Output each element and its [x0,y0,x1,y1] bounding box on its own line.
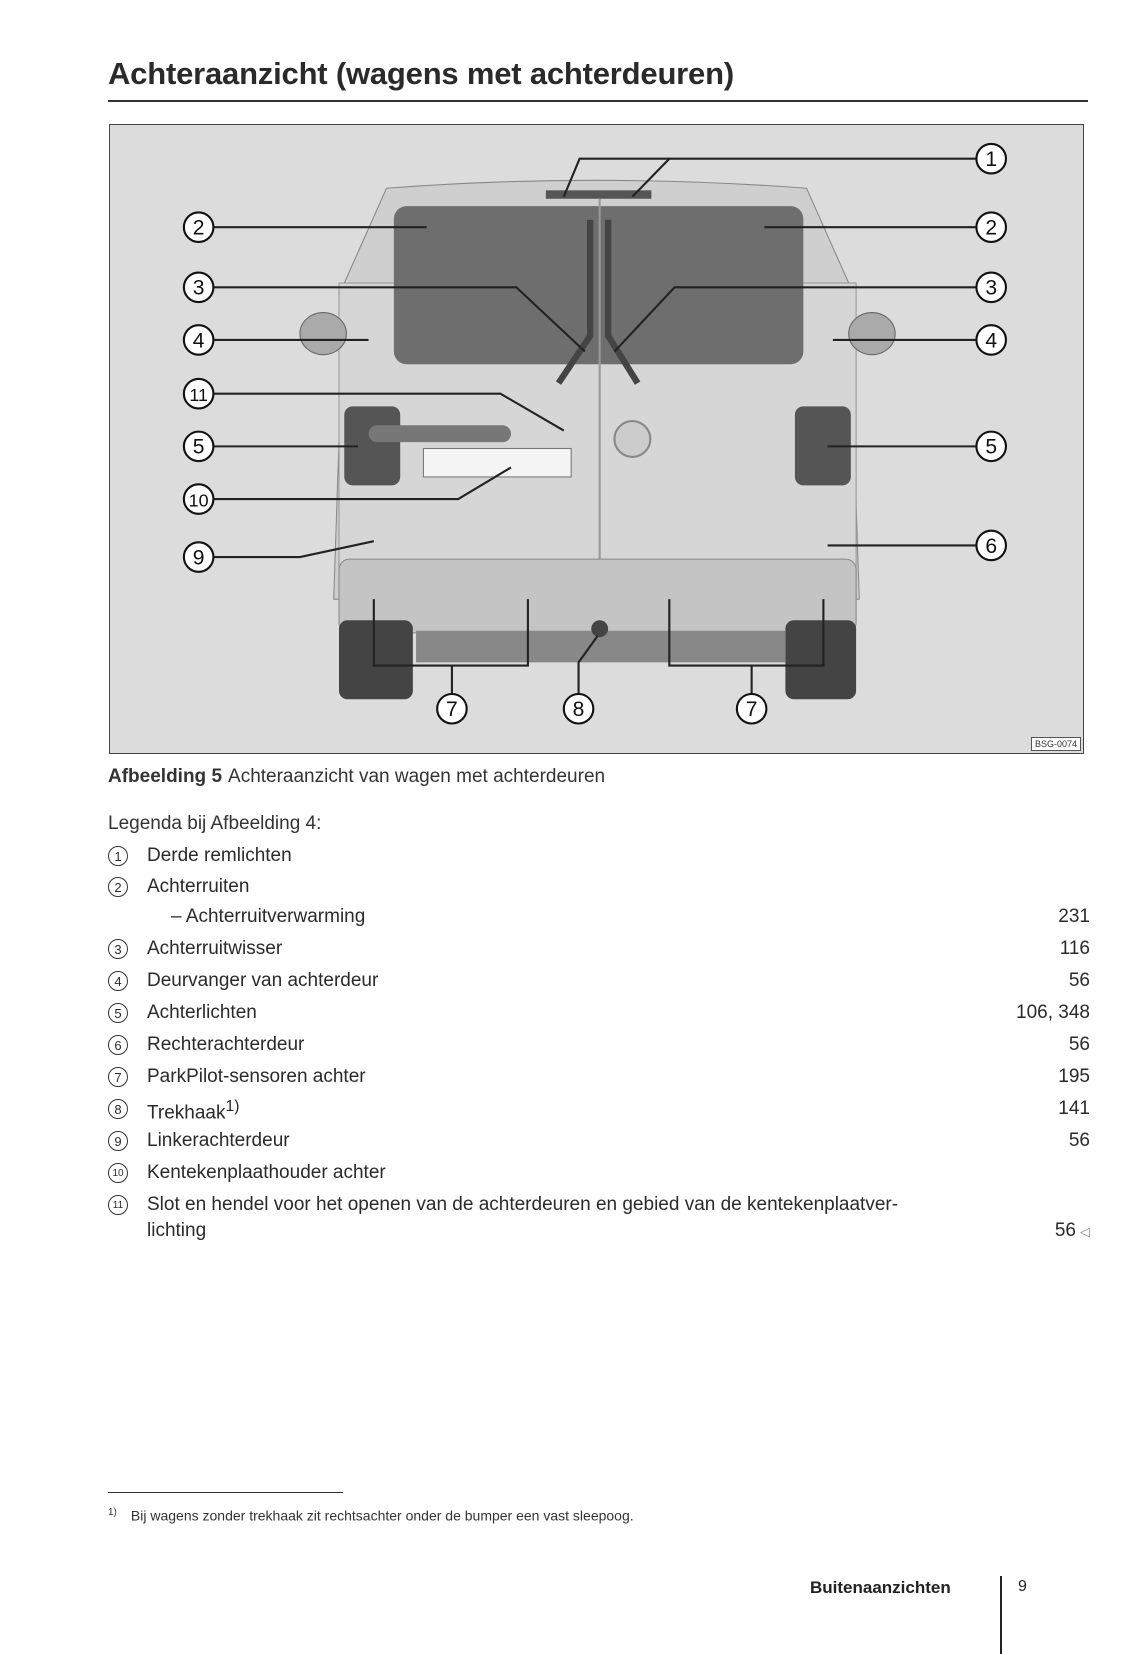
legend-item [108,1194,1090,1222]
legend-label-text: Slot en hendel voor het openen van de achterdeuren en gebied van de kentekenplaatver- [147,1194,899,1215]
legend-item [108,906,1090,934]
page-ref-text[interactable]: 56 [1068,970,1090,991]
callout-number-icon: 8 [108,1099,128,1119]
svg-text:3: 3 [192,276,205,300]
callout-left-2 [184,212,214,242]
svg-text:8: 8 [572,698,585,722]
svg-text:5: 5 [192,435,205,459]
end-marker-icon: ◁ [1080,1224,1090,1239]
legend-title: Legenda bij Afbeelding 4: [108,813,322,834]
caption-label: Afbeelding 5 [108,766,223,787]
legend-label [147,845,292,867]
callout-right-4 [976,325,1006,355]
rear-view-figure [109,124,1084,754]
svg-text:7: 7 [745,698,758,722]
callout-bottom-7-left [437,694,467,724]
callout-number-icon: 5 [108,1003,128,1023]
svg-text:7: 7 [446,698,458,722]
legend-item [108,1002,1090,1030]
callout-left-5 [184,432,214,462]
page-ref-text[interactable]: 56 [1054,1220,1076,1241]
callout-number-icon: 3 [108,939,128,959]
page-ref-text[interactable]: 141 [1058,1098,1090,1119]
legend-label-text: lichting [147,1220,207,1241]
page-reference[interactable] [1016,1002,1090,1024]
legend-item [108,938,1090,966]
figure-caption [108,766,605,788]
page-reference[interactable] [1058,906,1090,928]
legend-label-text: Achterlichten [147,1002,257,1023]
svg-text:4: 4 [985,329,998,353]
callout-left-4 [184,325,214,355]
legend-label-text: Achterruitwisser [147,938,283,959]
page-ref-text[interactable]: 106, 348 [1016,1002,1090,1023]
page-ref-text[interactable]: 56 [1068,1034,1090,1055]
callout-number-icon: 6 [108,1035,128,1055]
callout-number-icon: 9 [108,1131,128,1151]
van-rear-illustration [110,125,1083,753]
callout-number-icon: 1 [108,846,128,866]
legend-label-text: ParkPilot-sensoren achter [147,1066,366,1087]
svg-text:1: 1 [985,148,998,172]
svg-text:2: 2 [192,216,205,240]
svg-text:4: 4 [192,329,205,353]
page-ref-text[interactable]: 116 [1059,938,1090,959]
legend-label-text: Achterruiten [147,876,250,897]
footnote-rule [108,1492,343,1493]
page-reference[interactable] [1069,970,1090,992]
legend-item [108,1066,1090,1094]
legend-label [147,876,249,898]
callout-number-icon: 10 [108,1163,128,1183]
legend-item [108,1220,1090,1248]
footnote-ref: 1) [225,1098,240,1115]
page-reference[interactable] [1060,938,1090,960]
legend-label [147,1002,257,1024]
callout-right-3 [976,273,1006,303]
page-ref-text[interactable]: 56 [1068,1130,1090,1151]
callout-left-10 [184,484,214,514]
legend-label [147,1220,206,1242]
title-rule [108,100,1088,102]
callout-number-icon: 4 [108,971,128,991]
callout-bottom-8 [564,694,594,724]
page-reference[interactable] [1058,1098,1090,1120]
page-ref-text[interactable]: 231 [1058,906,1090,927]
legend-item [108,845,1090,873]
license-plate [423,448,571,476]
svg-text:3: 3 [985,276,998,300]
page-reference[interactable] [1055,1220,1090,1242]
legend-label-text: Deurvanger van achterdeur [147,970,379,991]
legend-label-text: Derde remlichten [147,845,292,866]
legend-item [108,1098,1090,1126]
legend-label-text: Rechterachterdeur [147,1034,305,1055]
callout-right-5 [976,432,1006,462]
callout-right-6 [976,531,1006,561]
legend-label [147,1098,240,1124]
svg-text:2: 2 [985,216,998,240]
legend-label-text: Kentekenplaathouder achter [147,1162,386,1183]
page-reference[interactable] [1069,1130,1090,1152]
legend-item [108,1130,1090,1158]
caption-text: Achteraanzicht van wagen met achterdeuren [228,766,606,787]
callout-left-11 [184,379,214,409]
callout-number-icon: 7 [108,1067,128,1087]
callout-right-1 [976,144,1006,174]
legend-item [108,1034,1090,1062]
legend-label-text: Trekhaak [147,1102,226,1124]
page-title: Achteraanzicht (wagens met achterdeuren) [108,56,734,91]
legend-item [108,1162,1090,1190]
legend-label [147,970,378,992]
page-reference[interactable] [1058,1066,1090,1088]
legend-label-text: Linkerachterdeur [147,1130,290,1151]
svg-text:6: 6 [985,534,998,558]
legend-item [108,970,1090,998]
svg-text:5: 5 [985,435,998,459]
legend-label [147,1066,366,1088]
callout-left-3 [184,273,214,303]
callout-left-9 [184,542,214,572]
footnote [108,1507,634,1524]
page-number: 9 [1018,1578,1027,1595]
footer-divider [1000,1576,1002,1654]
callout-number-icon: 11 [108,1195,128,1215]
figure-code: BSG-0074 [1031,737,1081,751]
callout-bottom-7-right [737,694,767,724]
footnote-text: Bij wagens zonder trekhaak zit rechtsachter onder de bumper een vast sleepoog. [130,1507,634,1524]
svg-text:10: 10 [188,490,209,511]
legend-label [147,1162,386,1184]
footer-section-title: Buitenaanzichten [810,1578,951,1597]
page-reference[interactable] [1069,1034,1090,1056]
legend-label-text: – Achterruitverwarming [171,906,366,927]
svg-text:11: 11 [189,385,208,406]
legend-item [108,876,1090,904]
legend-label [147,1130,290,1152]
page-ref-text[interactable]: 195 [1058,1066,1090,1087]
legend-label [147,1194,898,1216]
callout-right-2 [976,212,1006,242]
legend-label [171,906,365,928]
footnote-mark: 1) [108,1507,117,1518]
callout-number-icon: 2 [108,877,128,897]
legend-label [147,938,282,960]
legend-label [147,1034,304,1056]
svg-text:9: 9 [192,546,205,570]
